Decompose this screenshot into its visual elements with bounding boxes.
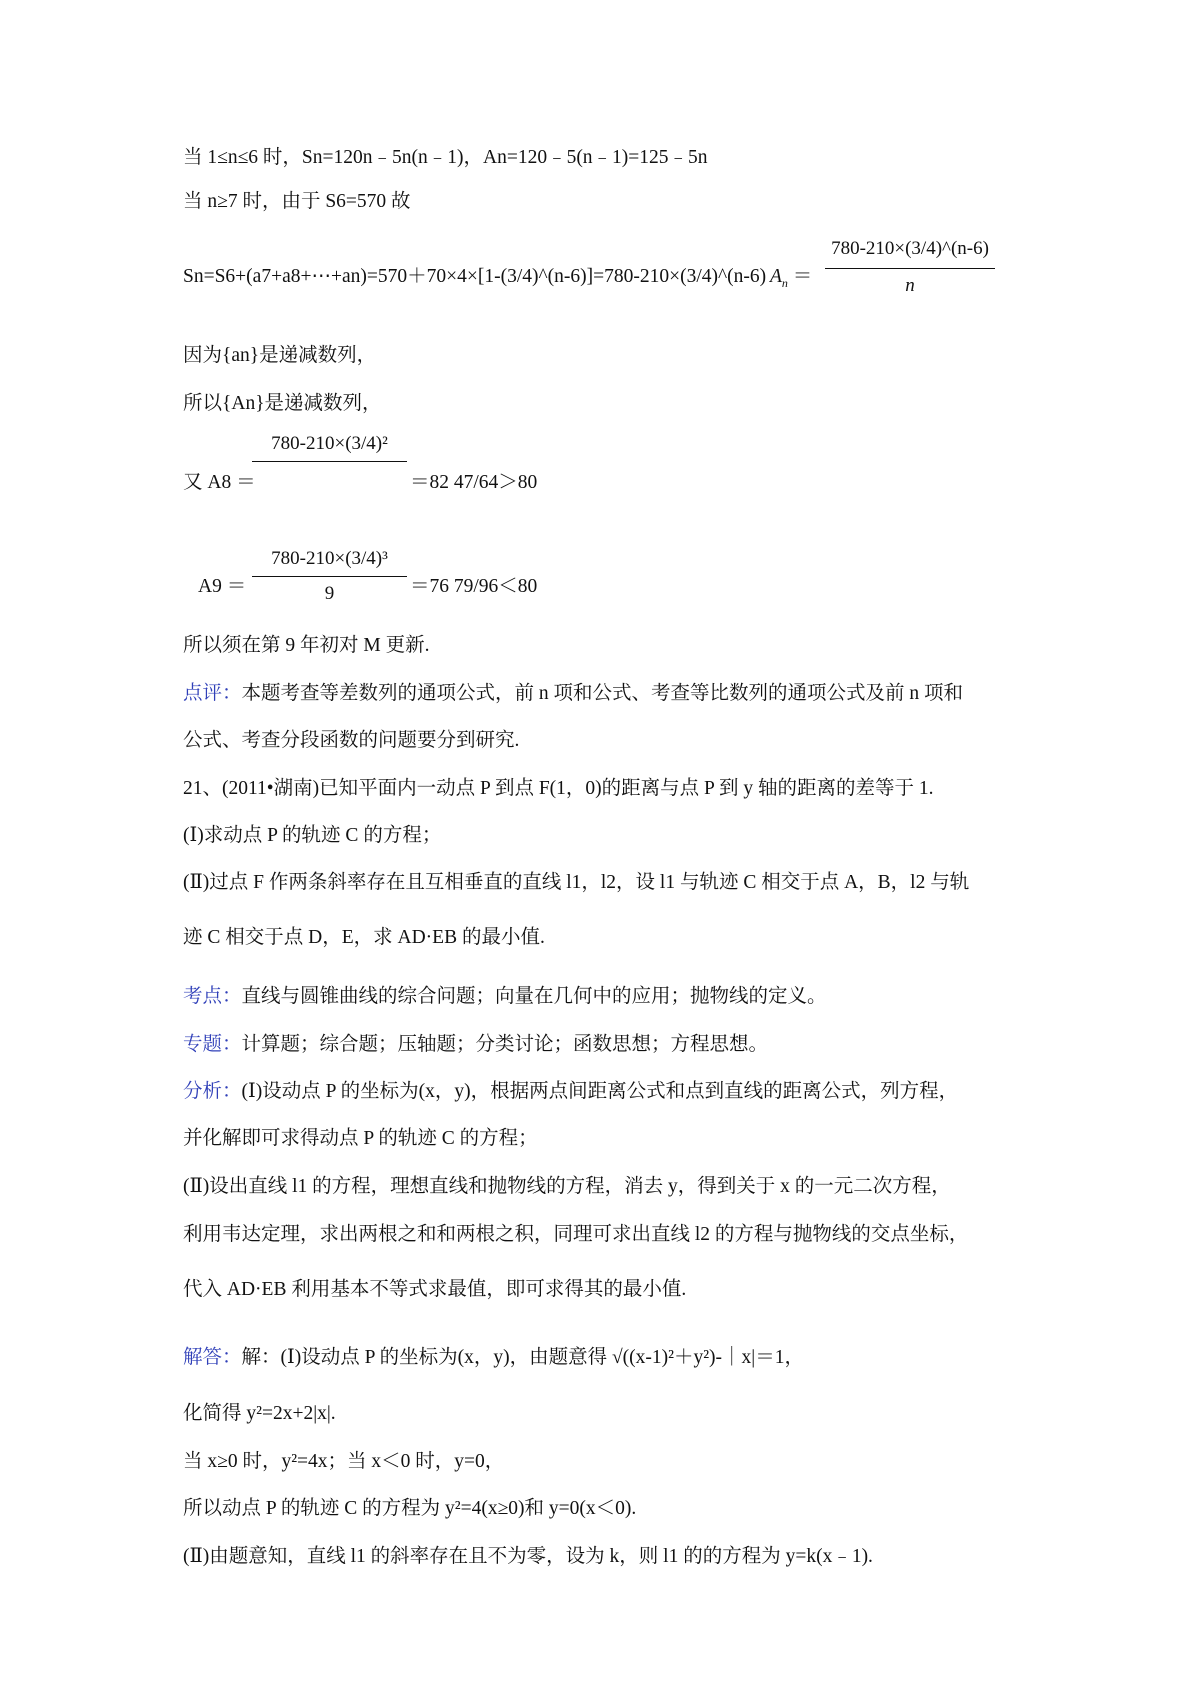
text-line: 所以{An}是递减数列，: [183, 393, 382, 414]
text-line: 当 n≥7 时，由于 S6=570 故: [183, 191, 411, 212]
text-line: 所以须在第 9 年初对 M 更新.: [183, 635, 430, 656]
question-title: 21、(2011•湖南)已知平面内一动点 P 到点 F(1，0)的距离与点 P 到 y 轴的距离的差等于 1.: [183, 778, 934, 799]
text-line: 所以动点 P 的轨迹 C 的方程为 y²=4(x≥0)和 y=0(x＜0).: [183, 1498, 637, 1519]
text-line: 当 1≤n≤6 时，Sn=120n﹣5n(n﹣1)，An=120﹣5(n﹣1)=125﹣5n: [183, 147, 708, 168]
comment-text: 本题考查等差数列的通项公式，前 n 项和公式、考查等比数列的通项公式及前 n 项和: [241, 683, 964, 704]
text-line: (Ⅱ)由题意知，直线 l1 的斜率存在且不为零，设为 k，则 l1 的的方程为 y=k(x﹣1).: [183, 1546, 873, 1567]
formula-a8-result: ＝82 47/64＞80: [410, 472, 538, 493]
fraction-numerator: 780‑210×(3/4)³: [252, 548, 407, 577]
zhuanti-line: [183, 1031, 768, 1059]
question-part-2: (Ⅱ)过点 F 作两条斜率存在且互相垂直的直线 l1，l2，设 l1 与轨迹 C 相交于点 A，B，l2 与轨: [183, 872, 970, 893]
formula-an-fraction: [825, 238, 995, 297]
formula-sn: Sn=S6+(a7+a8+⋯+an)=570＋70×4×[1‑(3/4)^(n‑6)]=780‑210×(3/4)^(n‑6): [183, 266, 767, 287]
fenxi-line: [183, 1078, 958, 1106]
fraction-denominator: n: [905, 275, 915, 296]
fraction-numerator: 780‑210×(3/4)^(n‑6): [825, 238, 995, 269]
comment-line: [183, 680, 963, 708]
text-line: 当 x≥0 时，y²=4x；当 x＜0 时，y=0，: [183, 1451, 505, 1472]
text-line: (Ⅱ)设出直线 l1 的方程，理想直线和抛物线的方程，消去 y，得到关于 x 的一元二次方程，: [183, 1176, 951, 1197]
kaodian-text: 直线与圆锥曲线的综合问题；向量在几何中的应用；抛物线的定义。: [241, 986, 827, 1007]
text-line: 代入 AD·EB 利用基本不等式求最值，即可求得其的最小值.: [183, 1279, 687, 1300]
kaodian-label: 考点：: [183, 986, 242, 1007]
formula-an-label: $A_n$ ＝: [770, 266, 813, 290]
fraction-denominator: 9: [324, 583, 335, 604]
fenxi-label: 分析：: [183, 1081, 242, 1102]
question-part-1: (Ⅰ)求动点 P 的轨迹 C 的方程；: [183, 825, 442, 846]
question-part-2-cont: 迹 C 相交于点 D，E，求 AD·EB 的最小值.: [183, 927, 545, 948]
jieda-line: [183, 1344, 804, 1372]
text-line: 化简得 y²=2x+2|x|.: [183, 1403, 336, 1424]
kaodian-line: [183, 983, 827, 1011]
text-line: 利用韦达定理，求出两根之和和两根之积，同理可求出直线 l2 的方程与抛物线的交点坐标，: [183, 1224, 969, 1245]
formula-a9-result: ＝76 79/96＜80: [410, 576, 538, 597]
fraction-numerator: 780‑210×(3/4)²: [252, 433, 407, 462]
text-line: 因为{an}是递减数列，: [183, 345, 377, 366]
jieda-label: 解答：: [183, 1347, 242, 1368]
zhuanti-label: 专题：: [183, 1034, 242, 1055]
text-line: 并化解即可求得动点 P 的轨迹 C 的方程；: [183, 1128, 538, 1149]
formula-a8-prefix: 又 A8 ＝: [183, 472, 256, 493]
formula-a8-fraction: [252, 433, 407, 488]
jieda-text: 解：(Ⅰ)设动点 P 的坐标为(x，y)，由题意得 √((x‑1)²＋y²)‑｜x|＝1，: [241, 1347, 804, 1368]
fraction-denominator: [252, 462, 407, 488]
text-line: 公式、考查分段函数的问题要分到研究.: [183, 730, 520, 751]
comment-label: 点评：: [183, 683, 242, 704]
formula-a9-fraction: [252, 548, 407, 605]
zhuanti-text: 计算题；综合题；压轴题；分类讨论；函数思想；方程思想。: [241, 1034, 769, 1055]
formula-a9-prefix: A9 ＝: [198, 576, 247, 597]
fenxi-text: (Ⅰ)设动点 P 的坐标为(x，y)，根据两点间距离公式和点到直线的距离公式，列方程，: [241, 1081, 959, 1102]
